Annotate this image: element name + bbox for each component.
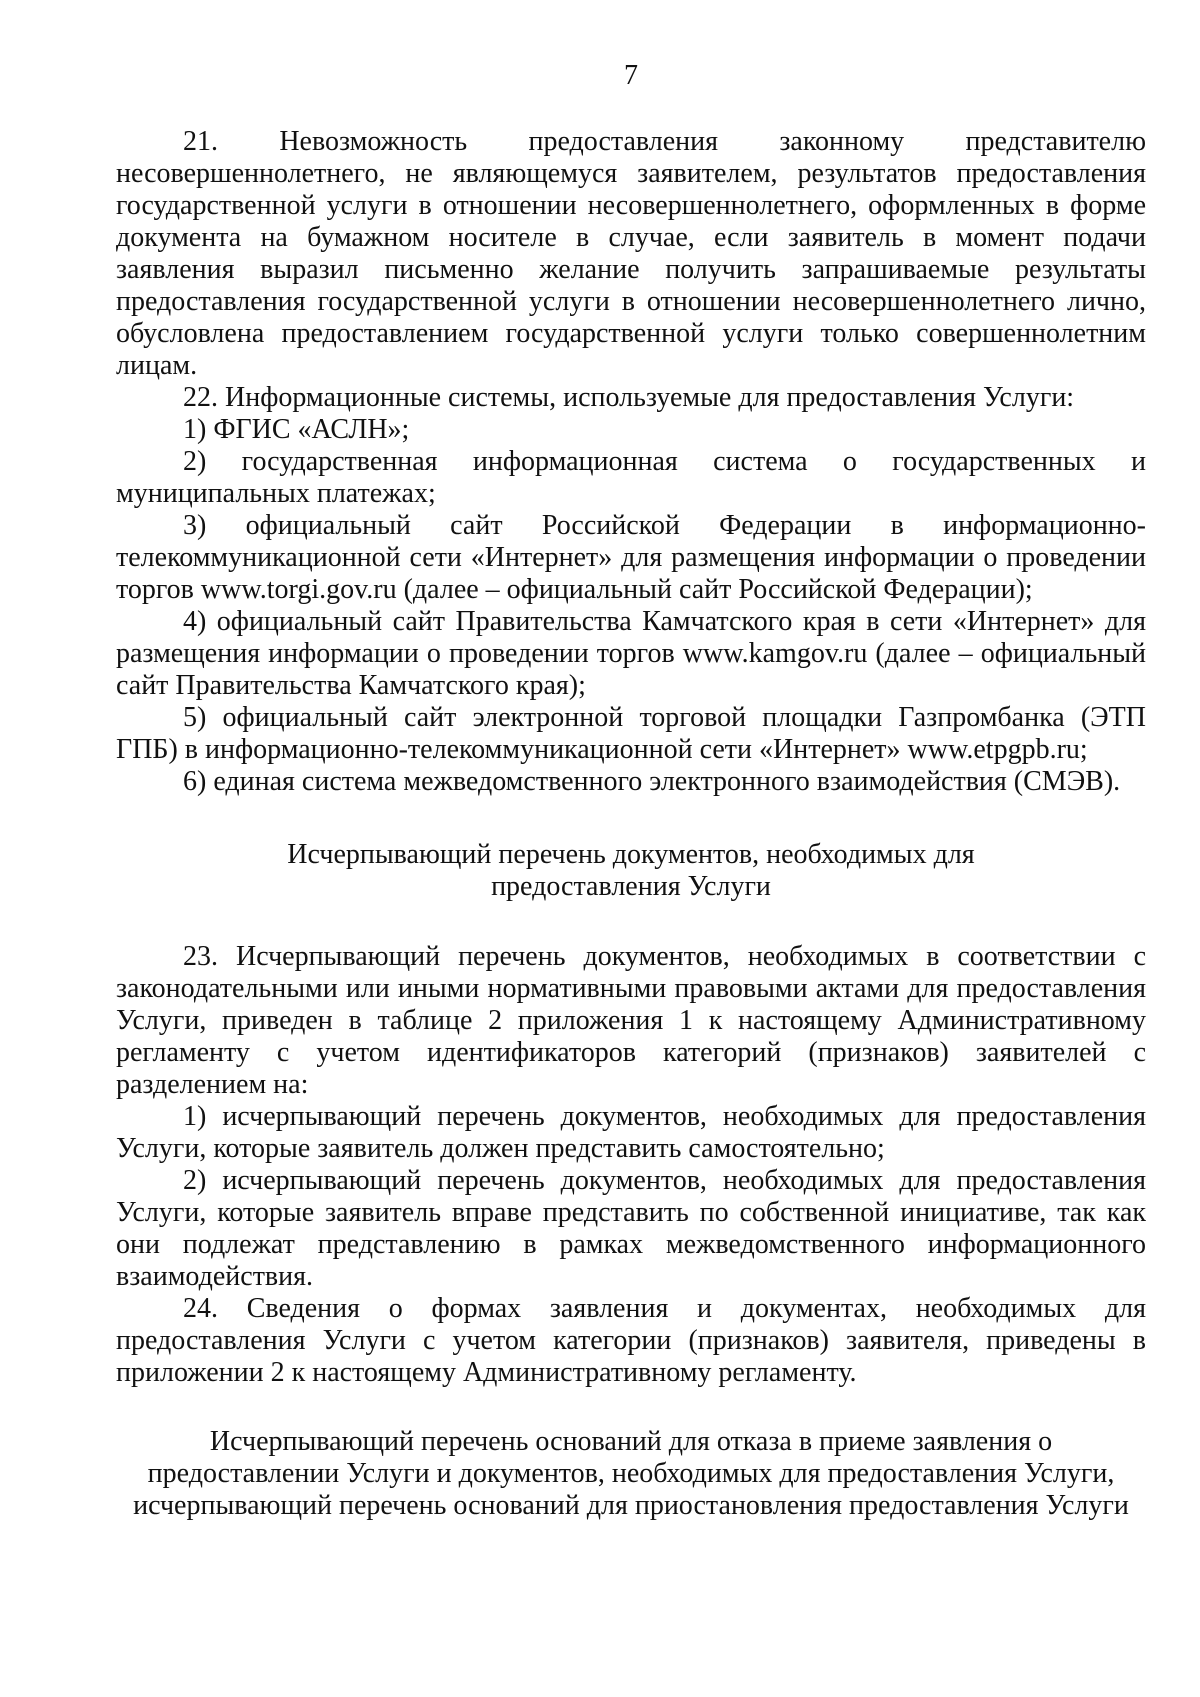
section-heading-line: Исчерпывающий перечень документов, необходимых для [287,839,975,870]
list-item-23-2: 2) исчерпывающий перечень документов, необходимых для предоставления Услуги, которые заявитель вправе представить по собственной инициативе, так как они подлежат представлению в рамках межведомственного информационного взаимодействия. [116,1165,1146,1292]
list-item-22-1: 1) ФГИС «АСЛН»; [183,414,410,445]
list-item-22-5: 5) официальный сайт электронной торговой площадки Газпромбанка (ЭТП ГПБ) в информационно-телекоммуникационной сети «Интернет» www.etpgpb.ru; [116,702,1146,765]
document-page [116,60,1146,1522]
list-item-22-4: 4) официальный сайт Правительства Камчатского края в сети «Интернет» для размещения информации о проведении торгов www.kamgov.ru (далее – официальный сайт Правительства Камчатского края); [116,606,1146,701]
paragraph-23: 23. Исчерпывающий перечень документов, необходимых в соответствии с законодательными или иными нормативными правовыми актами для предоставления Услуги, приведен в таблице 2 приложения 1 к настоящему Административному регламенту с учетом идентификаторов категорий (признаков) заявителей с разделением на: [116,941,1146,1100]
section-heading-line: исчерпывающий перечень оснований для приостановления предоставления Услуги [133,1490,1129,1521]
list-item-23-1: 1) исчерпывающий перечень документов, необходимых для предоставления Услуги, которые заявитель должен представить самостоятельно; [116,1101,1146,1164]
paragraph-22: 22. Информационные системы, используемые для предоставления Услуги: [183,382,1075,413]
paragraph-24: 24. Сведения о формах заявления и документах, необходимых для предоставления Услуги с учетом категории (признаков) заявителя, приведены в приложении 2 к настоящему Административному регламенту. [116,1293,1146,1388]
section-heading-refusal [116,1426,1146,1522]
list-item-22-6: 6) единая система межведомственного электронного взаимодействия (СМЭВ). [183,766,1121,797]
list-item-22-3: 3) официальный сайт Российской Федерации в информационно-телекоммуникационной сети «Интернет» для размещения информации о проведении торгов www.torgi.gov.ru (далее – официальный сайт Российской Федерации); [116,510,1146,605]
section-heading-line: предоставлении Услуги и документов, необходимых для предоставления Услуги, [147,1458,1115,1489]
list-item-22-2: 2) государственная информационная система о государственных и муниципальных платежах; [116,446,1146,509]
section-heading-line: Исчерпывающий перечень оснований для отказа в приеме заявления о [209,1426,1053,1457]
paragraph-21: 21. Невозможность предоставления законному представителю несовершеннолетнего, не являющемуся заявителем, результатов предоставления государственной услуги в отношении несовершеннолетнего, оформленных в форме документа на бумажном носителе в случае, если заявитель в момент подачи заявления выразил письменно желание получить запрашиваемые результаты предоставления государственной услуги в отношении несовершеннолетнего лично, обусловлена предоставлением государственной услуги только совершеннолетним лицам. [116,126,1146,381]
page-number: 7 [624,60,638,91]
section-heading-documents [116,839,1146,903]
section-heading-line: предоставления Услуги [491,871,771,902]
